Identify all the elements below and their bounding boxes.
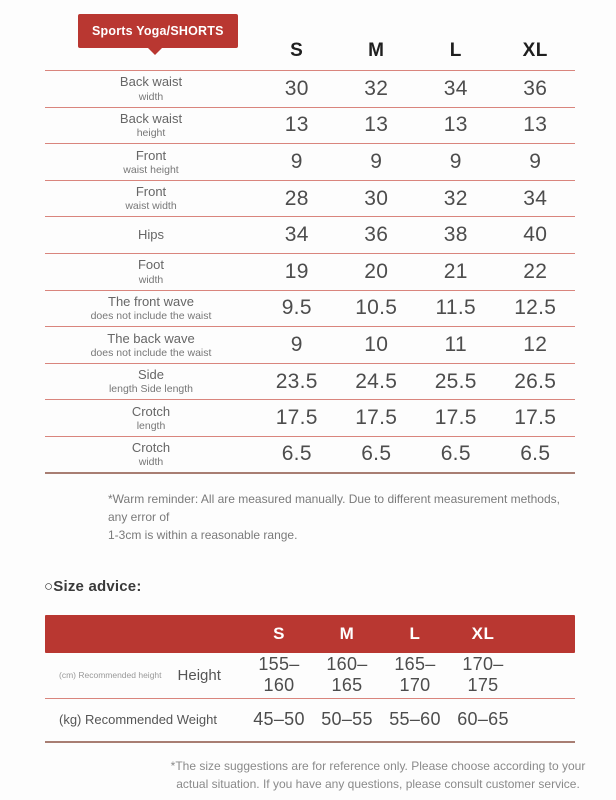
cell-value: 9	[290, 332, 303, 356]
cell-value: 11.5	[435, 296, 476, 320]
cell-value: 12	[523, 332, 548, 356]
row-sublabel: waist width	[125, 200, 177, 213]
cell-value: 45–50	[253, 709, 305, 730]
cell-value: 60–65	[457, 709, 509, 730]
cell-value: 11	[444, 332, 467, 356]
table-row	[45, 400, 575, 437]
row-sublabel: width	[138, 90, 164, 103]
cell-value: 38	[443, 223, 468, 247]
cell-value: 9	[290, 149, 303, 173]
cell-value: 30	[364, 186, 389, 210]
cell-value: 30	[284, 76, 309, 100]
row-sublabel: height	[136, 127, 166, 140]
cell-value: 36	[364, 223, 389, 247]
size-advice-note-line2: actual situation. If you have any questions, please consult customer service.	[176, 777, 580, 792]
cell-value: 165–170	[394, 654, 436, 696]
column-header: M	[339, 623, 355, 643]
cell-value: 28	[284, 186, 309, 210]
size-advice-header-bar	[45, 615, 575, 653]
row-label: Back waist	[119, 74, 183, 90]
table-row	[45, 144, 575, 181]
cell-value: 24.5	[355, 369, 398, 393]
row-sublabel: width	[138, 456, 164, 469]
cell-value: 34	[523, 186, 548, 210]
cell-value: 55–60	[389, 709, 441, 730]
cell-value: 17.5	[355, 406, 398, 430]
column-header: XL	[522, 40, 548, 61]
row-label: Front	[135, 147, 167, 163]
table-row	[45, 327, 575, 364]
row-unit-label: (cm) Recommended height	[59, 670, 162, 681]
cell-value: 10.5	[355, 296, 398, 320]
cell-value: 17.5	[275, 406, 318, 430]
cell-value: 6.5	[361, 442, 392, 466]
cell-value: 170–175	[462, 654, 504, 696]
row-sublabel: does not include the waist	[90, 346, 212, 359]
cell-value: 32	[364, 76, 389, 100]
table-row	[45, 653, 575, 699]
row-label: Back waist	[119, 110, 183, 126]
row-label: Side	[137, 367, 165, 383]
table-row	[45, 71, 575, 108]
size-advice-table	[45, 615, 575, 743]
cell-value: 9	[370, 149, 383, 173]
cell-value: 25.5	[434, 369, 477, 393]
row-sublabel: does not include the waist	[90, 310, 212, 323]
cell-value: 22	[523, 259, 548, 283]
row-label: Hips	[137, 227, 164, 243]
cell-value: 23.5	[275, 369, 318, 393]
cell-value: 19	[284, 259, 309, 283]
cell-value: 34	[443, 76, 468, 100]
cell-value: 9.5	[281, 296, 312, 320]
cell-value: 9	[449, 149, 462, 173]
table-row	[45, 364, 575, 401]
row-label: Foot	[137, 257, 164, 273]
cell-value: 13	[364, 113, 389, 137]
cell-value: 50–55	[321, 709, 373, 730]
row-label: Front	[135, 184, 167, 200]
row-sublabel: length Side length	[108, 383, 194, 396]
cell-value: 13	[523, 113, 548, 137]
cell-value: 13	[443, 113, 468, 137]
warm-reminder-line2: 1-3cm is within a reasonable range.	[108, 527, 298, 542]
category-badge: Sports Yoga/SHORTS	[78, 14, 238, 48]
cell-value: 9	[529, 149, 542, 173]
column-header: M	[368, 40, 385, 61]
row-label: (kg) Recommended Weight	[59, 712, 217, 728]
cell-value: 13	[284, 113, 309, 137]
cell-value: 6.5	[520, 442, 551, 466]
column-header: S	[273, 623, 285, 643]
column-header: XL	[471, 623, 495, 643]
row-sublabel: waist height	[123, 163, 179, 176]
row-sublabel: width	[138, 273, 164, 286]
measurement-table	[45, 0, 575, 474]
size-advice-note-line1: *The size suggestions are for reference only. Please choose according to your	[170, 758, 586, 773]
table-row	[45, 217, 575, 254]
warm-reminder-line1: *Warm reminder: All are measured manually. Due to different measurement methods, any error of	[108, 491, 560, 524]
column-header: L	[449, 40, 462, 61]
cell-value: 17.5	[514, 406, 557, 430]
table-row	[45, 699, 575, 743]
cell-value: 20	[364, 259, 389, 283]
row-label: The back wave	[107, 330, 195, 346]
cell-value: 17.5	[434, 406, 477, 430]
size-advice-heading: ○Size advice:	[44, 577, 142, 595]
row-label: Crotch	[131, 439, 171, 455]
column-header: L	[409, 623, 421, 643]
column-header: S	[290, 40, 304, 61]
table-row	[45, 291, 575, 328]
cell-value: 36	[523, 76, 548, 100]
row-label: Height	[177, 666, 221, 684]
cell-value: 26.5	[514, 369, 557, 393]
warm-reminder	[108, 490, 563, 544]
cell-value: 6.5	[281, 442, 312, 466]
row-sublabel: length	[136, 419, 166, 432]
cell-value: 34	[284, 223, 309, 247]
table-row	[45, 108, 575, 145]
cell-value: 6.5	[440, 442, 471, 466]
table-row	[45, 181, 575, 218]
table-row	[45, 437, 575, 474]
cell-value: 21	[443, 259, 468, 283]
cell-value: 12.5	[514, 296, 557, 320]
cell-value: 155–160	[258, 654, 300, 696]
row-label: Crotch	[131, 403, 171, 419]
table-row	[45, 254, 575, 291]
cell-value: 10	[364, 332, 389, 356]
cell-value: 32	[443, 186, 468, 210]
cell-value: 160–165	[326, 654, 368, 696]
size-advice-note	[168, 757, 588, 794]
row-label: The front wave	[108, 293, 194, 309]
cell-value: 40	[523, 223, 548, 247]
